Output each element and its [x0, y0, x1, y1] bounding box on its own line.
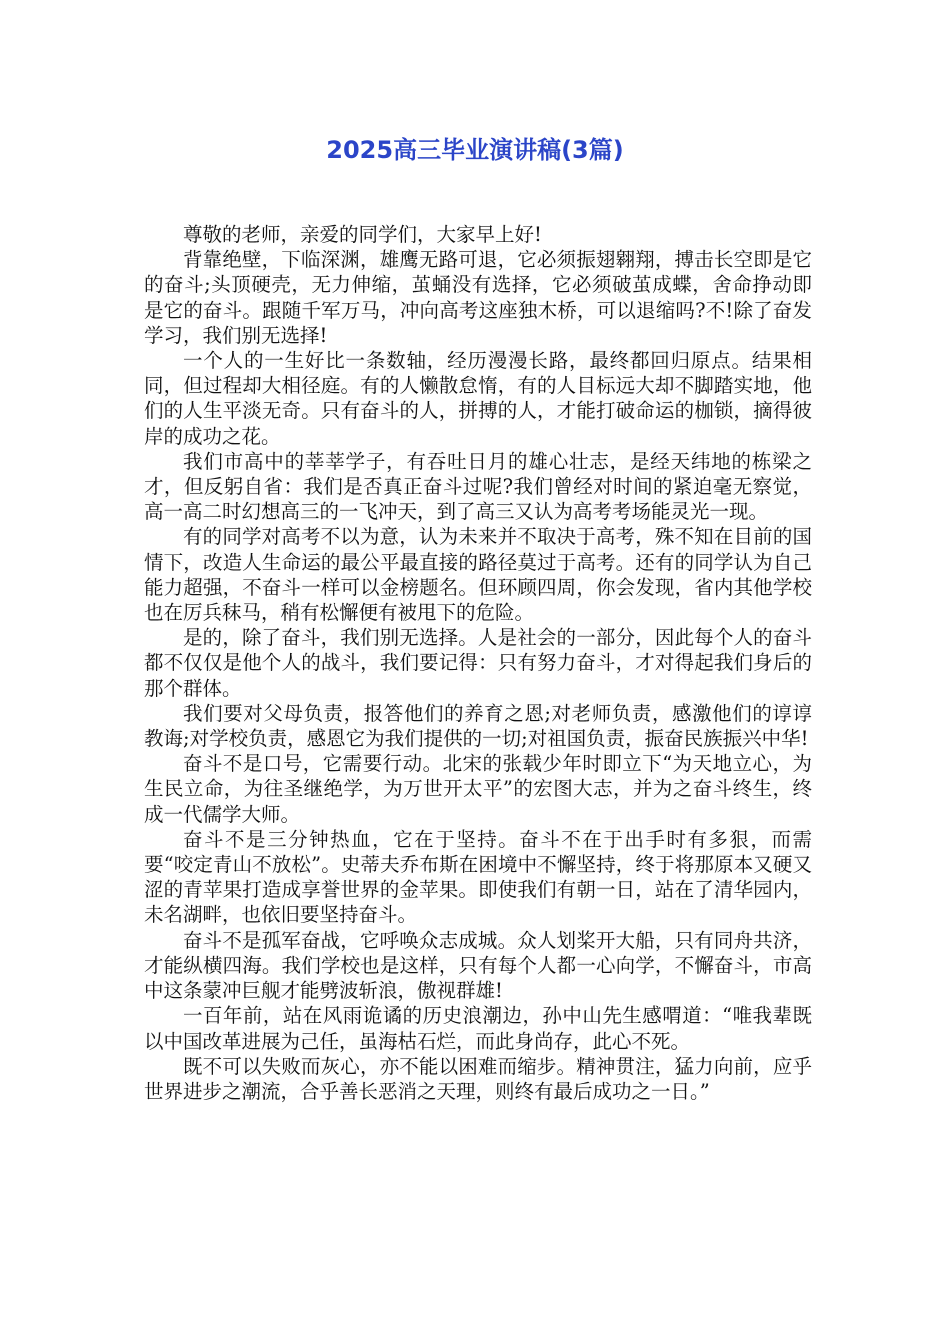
paragraph-eagle: 背靠绝壁，下临深渊，雄鹰无路可退，它必须振翅翱翔，搏击长空即是它的奋斗;头顶硬壳，无力伸缩，茧蛹没有选择，它必须破茧成蝶，舍命挣动即是它的奋斗。跟随千军万马，冲向高考这座独木桥，可以退缩吗?不!除了奋发学习，我们别无选择!	[144, 248, 812, 347]
paragraph-students: 我们市高中的莘莘学子，有吞吐日月的雄心壮志，是经天纬地的栋梁之才，但反躬自省：我们是否真正奋斗过呢?我们曾经对时间的紧迫毫无察觉，高一高二时幻想高三的一飞冲天，到了高三又认为高考考场能灵光一现。	[144, 449, 812, 524]
paragraph-responsibility: 我们要对父母负责，报答他们的养育之恩;对老师负责，感激他们的谆谆教诲;对学校负责，感恩它为我们提供的一切;对祖国负责，振奋民族振兴中华!	[144, 701, 812, 751]
paragraph-no-choice: 是的，除了奋斗，我们别无选择。人是社会的一部分，因此每个人的奋斗都不仅仅是他个人的战斗，我们要记得：只有努力奋斗，才对得起我们身后的那个群体。	[144, 626, 812, 700]
paragraph-history: 一百年前，站在风雨诡谲的历史浪潮边，孙中山先生感喟道：“唯我辈既以中国改革进展为己任，虽海枯石烂，而此身尚存，此心不死。	[144, 1004, 812, 1053]
paragraph-conclusion: 既不可以失败而灰心，亦不能以困难而缩步。精神贯注，猛力向前，应乎世界进步之潮流，合乎善长恶消之天理，则终有最后成功之一日。”	[144, 1054, 812, 1103]
paragraph-number-line: 一个人的一生好比一条数轴，经历漫漫长路，最终都回归原点。结果相同，但过程却大相径庭。有的人懒散怠惰，有的人目标远大却不脚踏实地，他们的人生平淡无奇。只有奋斗的人，拼搏的人，才能打破命运的枷锁，摘得彼岸的成功之花。	[144, 349, 812, 448]
paragraph-teamwork: 奋斗不是孤军奋战，它呼唤众志成城。众人划桨开大船，只有同舟共济，才能纵横四海。我们学校也是这样，只有每个人都一心向学，不懈奋斗，市高中这条蒙冲巨舰才能劈波斩浪，傲视群雄!	[144, 928, 812, 1003]
paragraph-persistence: 奋斗不是三分钟热血，它在于坚持。奋斗不在于出手时有多狠，而需要“咬定青山不放松”。史蒂夫乔布斯在困境中不懈坚持，终于将那原本又硬又涩的青苹果打造成享誉世界的金苹果。即使我们有朝一日，站在了清华园内，未名湖畔，也依旧要坚持奋斗。	[144, 827, 812, 927]
paragraph-greeting: 尊敬的老师，亲爱的同学们，大家早上好!	[183, 223, 542, 246]
document-body	[144, 222, 812, 1104]
document-title: 2025高三毕业演讲稿(3篇)	[326, 136, 624, 164]
paragraph-action: 奋斗不是口号，它需要行动。北宋的张载少年时即立下“为天地立心，为生民立命，为往圣继绝学，为万世开太平”的宏图大志，并为之奋斗终生，终成一代儒学大师。	[144, 752, 812, 826]
paragraph-attitude: 有的同学对高考不以为意，认为未来并不取决于高考，殊不知在目前的国情下，改造人生命运的最公平最直接的路径莫过于高考。还有的同学认为自己能力超强，不奋斗一样可以金榜题名。但环顾四周，你会发现，省内其他学校也在厉兵秣马，稍有松懈便有被甩下的危险。	[144, 525, 812, 625]
